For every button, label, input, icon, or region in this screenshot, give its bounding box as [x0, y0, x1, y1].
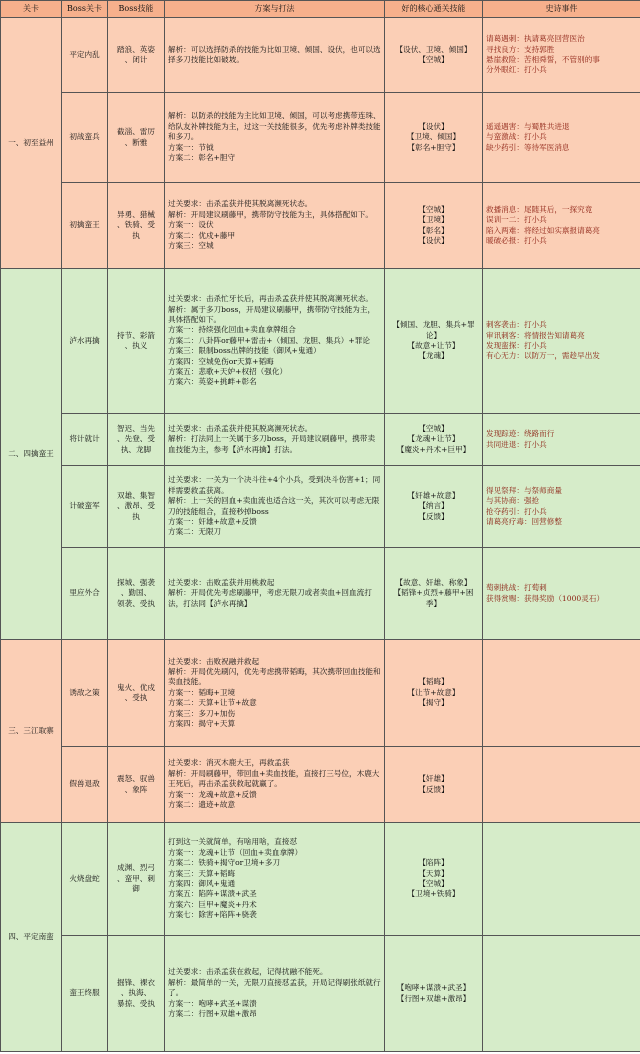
core-skills-line: 【龙魂+让节】 — [407, 434, 460, 444]
core-skills-line: 【彰名】 — [418, 225, 449, 235]
boss-skills — [108, 936, 165, 1052]
chapter-name: 三、三江取寨 — [1, 640, 62, 823]
plan-text-line: 方案一：奸雄+故意+反馈 — [168, 516, 257, 526]
core-skills — [385, 414, 483, 466]
level-name: 假兽退敌 — [62, 747, 108, 823]
level-name: 将计就计 — [62, 414, 108, 466]
plan-text-line: 方案四：空城免伤or天算+韬晦 — [168, 356, 274, 366]
plan-text-line: 过关要求：一关为一个决斗往+4个小兵，受到决斗伤害+1；同样需要救孟获离。 — [168, 475, 381, 495]
core-skills — [385, 466, 483, 548]
epic-events-line: 得见祭拜：与祭师商量 — [486, 485, 562, 495]
level-name: 计破蛮军 — [62, 466, 108, 548]
core-skills-line: 【天算】 — [418, 868, 449, 878]
chapter-name: 二、四擒蛮王 — [1, 269, 62, 640]
epic-events — [483, 183, 640, 269]
boss-skills-line: 智迟、当先 — [117, 423, 155, 433]
core-skills-line: 【反馈】 — [418, 784, 449, 794]
plan-text-line: 方案一：龙魂+故意+反馈 — [168, 789, 257, 799]
plan-text-line: 解析：属于多刀boss，开局建议刷藤甲，携带防守技能为主，具体搭配如下。 — [168, 304, 376, 324]
header-core-skills: 好的核心通关技能 — [385, 1, 483, 18]
boss-skills-line: 掘锋、裸衣 — [117, 977, 155, 987]
level-name: 诱敌之策 — [62, 640, 108, 747]
boss-skills-line: 踏浪、英姿 — [117, 44, 155, 54]
core-skills — [385, 548, 483, 640]
plan-text-line: 解析：打法同上一关属于多刀boss，开局建议刷藤甲，携带卖血技能为主，参考【泸水再擒】打法。 — [168, 434, 376, 454]
table-row — [1, 414, 640, 466]
plan-text-line: 过关要求：消灭木鹿大王，再救孟获 — [168, 758, 290, 768]
epic-events-line: 与其协商：强抢 — [486, 496, 540, 506]
epic-events — [483, 93, 640, 183]
plan-text-line: 方案一：韬晦+卫境 — [168, 687, 236, 697]
epic-events-line: 请葛遇刺：执请葛亮回营医治 — [486, 34, 585, 44]
plan-text-line: 方案二：遗迹+故意 — [168, 800, 236, 810]
core-skills-line: 【空城】 — [418, 55, 449, 64]
epic-events-line: 刺客袭击：打小兵 — [486, 320, 547, 330]
plan-text-line: 过关要求：击败祝融并救起 — [168, 656, 260, 666]
plan-text — [165, 936, 385, 1052]
table-row — [1, 747, 640, 823]
chapter-name: 一、初至益州 — [1, 18, 62, 269]
core-skills — [385, 183, 483, 269]
epic-events-line: 萄刺挑战：打萄刺 — [486, 583, 547, 593]
boss-skills-line: 成渊、烈弓 — [117, 863, 155, 873]
boss-skills-line: 震怒、驭兽 — [117, 774, 155, 784]
plan-text-line: 打到这一关就简单，有啥用啥，直接怼 — [168, 837, 298, 847]
boss-skills-line: 、蛮甲、刺 — [117, 873, 155, 883]
plan-text-line: 方案一：节钺 — [168, 142, 214, 152]
plan-text-line: 过关要求：击败孟获并用桃救起 — [168, 577, 275, 587]
boss-skills-line: 探城、强袭 — [117, 577, 155, 587]
table-row — [1, 823, 640, 936]
header-boss-level: Boss关卡 — [62, 1, 108, 18]
core-skills-line: 【卫境+铁骑】 — [407, 889, 460, 899]
epic-events-line: 悬崖救险：苦相舜誓，不管别的事 — [486, 55, 600, 64]
core-skills-line: 【纳言】 — [418, 501, 449, 511]
boss-skills-line: 执、龙脚 — [120, 444, 152, 454]
core-skills-line: 【咆哮+谋溃+武圣】 — [396, 983, 471, 993]
core-skills-line: 【空城】 — [418, 423, 449, 433]
level-name: 里应外合 — [62, 548, 108, 640]
plan-text-line: 方案一：咆哮+武圣+谋溃 — [168, 998, 257, 1008]
plan-text-line: 解析：可以选择防杀的技能为比如卫境、倾国、设伏，也可以选择多刀技能比如破坡。 — [168, 44, 381, 64]
boss-skills-line: 、勤国、 — [120, 588, 152, 598]
core-skills-line: 【魔炎+丹术+巨甲】 — [396, 444, 471, 454]
core-skills-line: 【卫境】 — [418, 215, 449, 225]
boss-skills-line: 、闭计 — [124, 55, 148, 64]
epic-events-line: 缺少药引：等待军医消息 — [486, 142, 570, 152]
epic-events-line: 有心无力：以防万一，需趁早出发 — [486, 351, 600, 361]
level-name: 泸水再擒 — [62, 269, 108, 414]
epic-events-line: 陷入两难：将经过如实禀报请葛亮 — [486, 225, 600, 235]
plan-text-line: 方案七：除害+陷阵+骁袭 — [168, 910, 257, 920]
table-row — [1, 93, 640, 183]
table-row — [1, 183, 640, 269]
plan-text-line: 方案二：无限刀 — [168, 527, 222, 537]
epic-events-line: 误训一二：打小兵 — [486, 215, 547, 225]
plan-text — [165, 747, 385, 823]
plan-text-line: 解析：开局优先考虑刷藤甲，考虑无限刀或者卖血+回血流打法，打法同【泸水再擒】 — [168, 588, 372, 608]
boss-skills — [108, 93, 165, 183]
core-skills-line: 【奸雄+故意】 — [407, 490, 460, 500]
boss-skills-line: 执 — [132, 230, 140, 240]
core-skills-line: 【卫境、倾国】 — [406, 132, 461, 142]
epic-events-line: 共同进退：打小兵 — [486, 439, 547, 449]
plan-text — [165, 548, 385, 640]
plan-text-line: 方案一：持续强化回血+卖血拿牌组合 — [168, 325, 296, 335]
table-row — [1, 18, 640, 93]
core-skills-line: 【设伏】 — [418, 121, 449, 131]
plan-text-line: 解析：上一关的回血+卖血流也适合这一关，其次可以考虑无限刀的技能组合，直接秒掉boss — [168, 496, 380, 516]
boss-skills — [108, 747, 165, 823]
level-name: 平定内乱 — [62, 18, 108, 93]
boss-skills-line: 、象阵 — [124, 784, 148, 794]
epic-events — [483, 18, 640, 93]
plan-text-line: 方案三：天算+韬晦 — [168, 868, 236, 878]
plan-text — [165, 18, 385, 93]
header-plan: 方案与打法 — [165, 1, 385, 18]
core-skills-line: 【空城】 — [418, 879, 449, 888]
core-skills — [385, 18, 483, 93]
boss-skills-line: 、执海、 — [120, 988, 152, 998]
epic-events-line: 暖破必报：打小兵 — [486, 235, 547, 245]
core-skills-line: 【故意、奸雄、称象】 — [395, 577, 472, 587]
plan-text-line: 方案二：八卦阵or藤甲+雷击+（倾国、龙胆、集兵）+罪论 — [168, 335, 370, 345]
level-name: 火烧盘蛇 — [62, 823, 108, 936]
plan-text — [165, 466, 385, 548]
plan-text-line: 过关要求：击杀孟获并使其脱离濒死状态。 — [168, 423, 313, 433]
plan-text-line: 解析：最简单的一关，无限刀直接怼孟获，开局记得刷张纸就行了。 — [168, 977, 381, 998]
epic-events-line: 寻找良方：支持郭胜 — [486, 44, 555, 54]
plan-text — [165, 414, 385, 466]
boss-skills-line: 、受执 — [124, 693, 148, 702]
core-skills-line: 【空城】 — [418, 204, 449, 214]
boss-skills-line: 、铁骑、受 — [117, 220, 155, 230]
core-skills — [385, 823, 483, 936]
plan-text-line: 方案三：多刀+加伤 — [168, 708, 236, 718]
plan-text-line: 方案一：设伏 — [168, 220, 214, 230]
core-skills — [385, 269, 483, 414]
plan-text-line: 方案二：铁骑+揭守or卫境+多刀 — [168, 858, 281, 868]
header-row — [1, 1, 640, 18]
epic-events — [483, 747, 640, 823]
epic-events — [483, 466, 640, 548]
core-skills-line: 【揭守】 — [418, 698, 449, 708]
boss-skills — [108, 183, 165, 269]
core-skills-line: 【陷阵】 — [418, 858, 449, 868]
level-name: 初战蛮兵 — [62, 93, 108, 183]
core-skills-line: 【让节+故意】 — [407, 687, 460, 697]
plan-text-line: 方案二：优戍+藤甲 — [168, 230, 236, 240]
boss-skills-line: 御 — [132, 884, 140, 894]
plan-text-line: 方案四：御风+鬼通 — [168, 879, 236, 888]
epic-events-line: 审讯刺客：将情报告知请葛亮 — [486, 330, 585, 340]
table-row — [1, 269, 640, 414]
boss-skills-line: 暴掠、受执 — [117, 998, 155, 1008]
header-boss-skills: Boss技能 — [108, 1, 165, 18]
plan-text-line: 方案四：揭守+天算 — [168, 719, 236, 729]
plan-text-line: 方案三：限制boss出牌的技能（御风+鬼通） — [168, 346, 321, 356]
plan-text — [165, 640, 385, 747]
epic-events-line: 抢夺药引：打小兵 — [486, 506, 547, 516]
plan-text-line: 方案二：彰名+胆守 — [168, 153, 236, 163]
boss-skills — [108, 548, 165, 640]
epic-events-line: 发现蛮探：打小兵 — [486, 341, 547, 350]
epic-events — [483, 269, 640, 414]
plan-text — [165, 269, 385, 414]
epic-events-line: 分外眼红：打小兵 — [486, 65, 547, 75]
boss-skills — [108, 640, 165, 747]
table-row — [1, 466, 640, 548]
epic-events-line: 获得赏赐：获得奖励（1000灵石） — [486, 593, 605, 603]
boss-skills-line: 截淄、雷厉 — [117, 127, 155, 137]
plan-text-line: 方案五：陷阵+谋溃+武圣 — [168, 889, 257, 899]
epic-events — [483, 823, 640, 936]
core-skills-line: 【韬晦】 — [418, 677, 449, 687]
epic-events-line: 发现踪迹：绕路而行 — [486, 429, 555, 439]
epic-events — [483, 548, 640, 640]
boss-skills-line: 异勇、猎械 — [117, 209, 155, 219]
boss-skills — [108, 466, 165, 548]
core-skills — [385, 936, 483, 1052]
plan-text — [165, 823, 385, 936]
epic-events — [483, 640, 640, 747]
core-skills-line: 【龙魂】 — [418, 351, 449, 361]
chapter-name: 四、平定南蛮 — [1, 823, 62, 1052]
header-epic-events: 史诗事件 — [483, 1, 640, 18]
plan-text-line: 方案六：英姿+挑衅+彰名 — [168, 377, 257, 387]
epic-events — [483, 936, 640, 1052]
plan-text — [165, 183, 385, 269]
plan-text-line: 方案一：龙魂+让节（回血+卖血拿牌） — [168, 847, 303, 857]
plan-text-line: 方案二：行图+双雄+激昂 — [168, 1009, 257, 1019]
plan-text-line: 方案三：空城 — [168, 241, 214, 251]
boss-skills-line: 、先登、受 — [117, 434, 155, 444]
epic-events-line: 与蛮激战：打小兵 — [486, 132, 547, 142]
core-skills-line: 【行图+双雄+激昂】 — [396, 993, 471, 1003]
boss-skills-line: 双雄、集智 — [117, 490, 155, 500]
epic-events — [483, 414, 640, 466]
epic-events-line: 救播消息：尾随其后，一探究竟 — [486, 204, 593, 214]
boss-skills — [108, 269, 165, 414]
plan-text-line: 解析：开局刷藤甲，带回血+卖血技能，直接打三号位，木鹿大王死后，再击杀孟获救起就赢了。 — [168, 768, 380, 789]
plan-text-line: 方案六：巨甲+魔炎+丹术 — [168, 899, 257, 909]
boss-skills-line: 持节、彩箭 — [117, 330, 155, 340]
boss-skills-line: 、激昂、受 — [117, 501, 155, 511]
header-chapter: 关卡 — [1, 1, 62, 18]
core-skills-line: 【倾国、龙胆、集兵+罪论】 — [392, 320, 475, 340]
plan-text-line: 解析：开局优先刷闪，优先考虑携带韬晦，其次携带回血技能和卖血技能。 — [168, 666, 381, 687]
core-skills — [385, 747, 483, 823]
boss-skills-line: 领袭、受执 — [117, 598, 155, 608]
plan-text-line: 过关要求：击杀孟获并使其脱离濒死状态。 — [168, 199, 313, 209]
epic-events-line: 请葛亮疗毒：回营修整 — [486, 516, 562, 526]
plan-text-line: 过关要求：击杀忙牙长后，再击杀孟获并使其脱离濒死状态。 — [168, 294, 374, 304]
plan-text — [165, 93, 385, 183]
core-skills-line: 【韬锋+贞烈+藤甲+困季】 — [393, 588, 474, 608]
core-skills-line: 【设伏】 — [418, 235, 449, 245]
boss-skills-line: 、断雅 — [124, 137, 148, 147]
level-name: 蛮王终服 — [62, 936, 108, 1052]
core-skills-line: 【彰名+胆守】 — [407, 142, 460, 152]
boss-skills — [108, 414, 165, 466]
plan-text-line: 解析：开局建议刷藤甲，携带防守技能为主，具体搭配如下。 — [168, 209, 374, 219]
core-skills-line: 【故意+让节】 — [407, 341, 460, 350]
core-skills-line: 【反馈】 — [418, 511, 449, 521]
table-body — [1, 18, 640, 1052]
table-row — [1, 640, 640, 747]
table-row — [1, 548, 640, 640]
level-name: 初擒蛮王 — [62, 183, 108, 269]
boss-skills-line: 鬼火、优戍 — [117, 682, 155, 692]
boss-skills-line: 执 — [132, 511, 140, 521]
table-row — [1, 936, 640, 1052]
plan-text-line: 方案二：天算+让节+故意 — [168, 698, 257, 708]
boss-skills — [108, 823, 165, 936]
plan-text-line: 方案五：悲歌+天妒+权招（强化） — [168, 367, 288, 377]
epic-events-line: 遥遥遇害：与蜀胜共进退 — [486, 121, 570, 131]
boss-skills — [108, 18, 165, 93]
core-skills-line: 【奸雄】 — [418, 774, 449, 784]
core-skills-line: 【设伏、卫境、倾国】 — [395, 44, 472, 54]
core-skills — [385, 640, 483, 747]
boss-skills-line: 、执义 — [124, 341, 148, 350]
plan-text-line: 解析：以防杀的技能为主比如卫境、倾国，可以考虑携带连珠、给队友补牌技能为主，过这一关技能很多，优先考虑补牌类技能和多刀。 — [168, 111, 381, 142]
plan-text-line: 过关要求：击杀孟获在救起，记得扰融不能死。 — [168, 967, 328, 977]
core-skills — [385, 93, 483, 183]
